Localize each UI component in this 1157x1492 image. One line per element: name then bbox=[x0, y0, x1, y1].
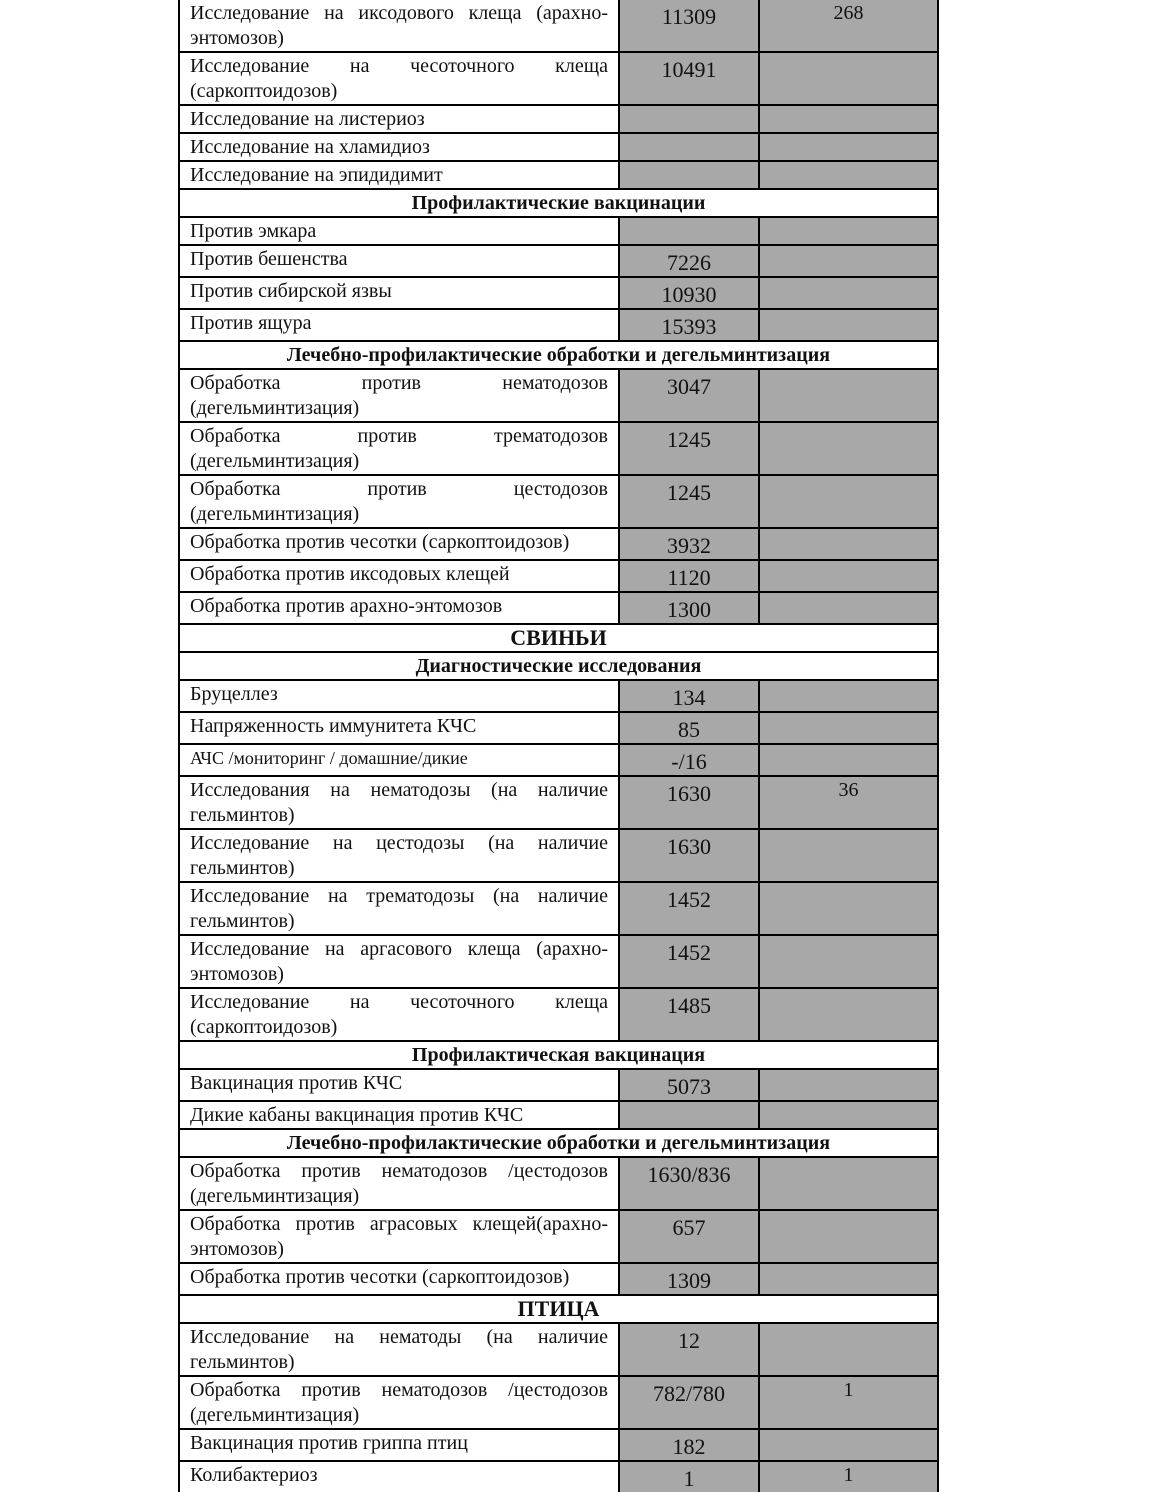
table-row bbox=[179, 475, 938, 528]
row-value: 182 bbox=[619, 1429, 759, 1461]
row-value: 85 bbox=[619, 712, 759, 744]
row-label: Против бешенства bbox=[179, 245, 619, 277]
section-header: Профилактическая вакцинация bbox=[179, 1041, 938, 1069]
section-header-row bbox=[179, 1041, 938, 1069]
row-extra: 1 bbox=[759, 1376, 938, 1429]
table-row bbox=[179, 0, 938, 52]
row-extra bbox=[759, 560, 938, 592]
row-value: 1245 bbox=[619, 475, 759, 528]
row-extra bbox=[759, 369, 938, 422]
data-table bbox=[178, 0, 939, 1492]
row-label: АЧС /мониторинг / домашние/дикие bbox=[179, 744, 619, 776]
row-extra bbox=[759, 277, 938, 309]
row-label: Обработка против нематодозов /цестодозов (дегельминтизация) bbox=[179, 1157, 619, 1210]
table-body bbox=[179, 0, 938, 1492]
row-extra bbox=[759, 1323, 938, 1376]
row-extra bbox=[759, 680, 938, 712]
row-label: Колибактериоз bbox=[179, 1461, 619, 1492]
table-row bbox=[179, 935, 938, 988]
row-extra: 36 bbox=[759, 776, 938, 829]
table-row bbox=[179, 592, 938, 624]
row-label: Обработка против нематодозов (дегельминтизация) bbox=[179, 369, 619, 422]
row-extra bbox=[759, 1263, 938, 1295]
row-value bbox=[619, 1101, 759, 1129]
row-value: 10491 bbox=[619, 52, 759, 105]
row-extra bbox=[759, 882, 938, 935]
row-extra bbox=[759, 829, 938, 882]
row-value: 1452 bbox=[619, 882, 759, 935]
group-header-poultry: ПТИЦА bbox=[179, 1295, 938, 1323]
row-value: 10930 bbox=[619, 277, 759, 309]
row-label: Против ящура bbox=[179, 309, 619, 341]
row-value bbox=[619, 217, 759, 245]
row-value: 1630 bbox=[619, 776, 759, 829]
row-extra bbox=[759, 217, 938, 245]
row-value: 1309 bbox=[619, 1263, 759, 1295]
row-label: Исследование на листериоз bbox=[179, 105, 619, 133]
row-label: Обработка против трематодозов (дегельминтизация) bbox=[179, 422, 619, 475]
row-label: Обработка против иксодовых клещей bbox=[179, 560, 619, 592]
row-extra bbox=[759, 592, 938, 624]
row-label: Исследование на трематодозы (на наличие гельминтов) bbox=[179, 882, 619, 935]
row-label: Против эмкара bbox=[179, 217, 619, 245]
row-value: 11309 bbox=[619, 0, 759, 52]
group-header-pigs: СВИНЬИ bbox=[179, 624, 938, 652]
group-header-row bbox=[179, 1295, 938, 1323]
table-row bbox=[179, 1101, 938, 1129]
table-row bbox=[179, 1323, 938, 1376]
row-label: Исследования на нематодозы (на наличие гельминтов) bbox=[179, 776, 619, 829]
row-value: 7226 bbox=[619, 245, 759, 277]
row-label: Дикие кабаны вакцинация против КЧС bbox=[179, 1101, 619, 1129]
row-label: Вакцинация против гриппа птиц bbox=[179, 1429, 619, 1461]
section-header-row bbox=[179, 1129, 938, 1157]
table-row bbox=[179, 422, 938, 475]
row-extra bbox=[759, 422, 938, 475]
row-extra bbox=[759, 1429, 938, 1461]
table-row bbox=[179, 528, 938, 560]
row-label: Обработка против нематодозов /цестодозов (дегельминтизация) bbox=[179, 1376, 619, 1429]
row-extra bbox=[759, 528, 938, 560]
table-row bbox=[179, 1157, 938, 1210]
row-label: Обработка против аграсовых клещей(арахно-энтомозов) bbox=[179, 1210, 619, 1263]
row-label: Исследование на чесоточного клеща (саркоптоидозов) bbox=[179, 988, 619, 1041]
section-header: Диагностические исследования bbox=[179, 652, 938, 680]
row-value: 134 bbox=[619, 680, 759, 712]
row-extra bbox=[759, 245, 938, 277]
row-label: Исследование на эпидидимит bbox=[179, 161, 619, 189]
row-extra bbox=[759, 105, 938, 133]
row-extra bbox=[759, 309, 938, 341]
row-label: Исследование на нематоды (на наличие гельминтов) bbox=[179, 1323, 619, 1376]
section-header: Лечебно-профилактические обработки и дегельминтизация bbox=[179, 1129, 938, 1157]
row-value: 1 bbox=[619, 1461, 759, 1492]
table-row bbox=[179, 105, 938, 133]
table-row bbox=[179, 133, 938, 161]
row-extra bbox=[759, 133, 938, 161]
table-row bbox=[179, 744, 938, 776]
table-row bbox=[179, 309, 938, 341]
table-row bbox=[179, 988, 938, 1041]
row-value bbox=[619, 133, 759, 161]
row-value bbox=[619, 105, 759, 133]
row-label: Обработка против чесотки (саркоптоидозов) bbox=[179, 1263, 619, 1295]
row-extra bbox=[759, 1210, 938, 1263]
row-label: Обработка против чесотки (саркоптоидозов) bbox=[179, 528, 619, 560]
table-row bbox=[179, 712, 938, 744]
row-extra bbox=[759, 1101, 938, 1129]
table-row bbox=[179, 1263, 938, 1295]
row-label: Исследование на хламидиоз bbox=[179, 133, 619, 161]
section-header-row bbox=[179, 341, 938, 369]
row-extra bbox=[759, 935, 938, 988]
table-row bbox=[179, 882, 938, 935]
section-header-row bbox=[179, 189, 938, 217]
table-row bbox=[179, 1376, 938, 1429]
table-row bbox=[179, 560, 938, 592]
group-header-row bbox=[179, 624, 938, 652]
row-value: 3047 bbox=[619, 369, 759, 422]
table-row bbox=[179, 776, 938, 829]
table-row bbox=[179, 1069, 938, 1101]
row-label: Против сибирской язвы bbox=[179, 277, 619, 309]
row-value: 1300 bbox=[619, 592, 759, 624]
row-label: Обработка против цестодозов (дегельминтизация) bbox=[179, 475, 619, 528]
row-label: Обработка против арахно-энтомозов bbox=[179, 592, 619, 624]
row-value: 1452 bbox=[619, 935, 759, 988]
table-row bbox=[179, 1429, 938, 1461]
row-extra bbox=[759, 712, 938, 744]
row-label: Исследование на иксодового клеща (арахно-энтомозов) bbox=[179, 0, 619, 52]
row-label: Бруцеллез bbox=[179, 680, 619, 712]
row-extra bbox=[759, 161, 938, 189]
row-extra: 1 bbox=[759, 1461, 938, 1492]
row-value: 12 bbox=[619, 1323, 759, 1376]
row-label: Исследование на чесоточного клеща (саркоптоидозов) bbox=[179, 52, 619, 105]
table-row bbox=[179, 1461, 938, 1492]
table-row bbox=[179, 680, 938, 712]
row-label: Напряженность иммунитета КЧС bbox=[179, 712, 619, 744]
row-extra bbox=[759, 1157, 938, 1210]
row-value: -/16 bbox=[619, 744, 759, 776]
row-extra bbox=[759, 52, 938, 105]
table-row bbox=[179, 245, 938, 277]
row-extra bbox=[759, 475, 938, 528]
section-header: Лечебно-профилактические обработки и дегельминтизация bbox=[179, 341, 938, 369]
row-label: Исследование на аргасового клеща (арахно-энтомозов) bbox=[179, 935, 619, 988]
row-value bbox=[619, 161, 759, 189]
row-value: 1630/836 bbox=[619, 1157, 759, 1210]
row-value: 782/780 bbox=[619, 1376, 759, 1429]
row-extra bbox=[759, 1069, 938, 1101]
section-header: Профилактические вакцинации bbox=[179, 189, 938, 217]
row-extra bbox=[759, 988, 938, 1041]
row-value: 3932 bbox=[619, 528, 759, 560]
section-header-row bbox=[179, 652, 938, 680]
row-value: 15393 bbox=[619, 309, 759, 341]
row-value: 1630 bbox=[619, 829, 759, 882]
table-row bbox=[179, 1210, 938, 1263]
row-value: 5073 bbox=[619, 1069, 759, 1101]
table-row bbox=[179, 829, 938, 882]
row-value: 1485 bbox=[619, 988, 759, 1041]
row-extra bbox=[759, 744, 938, 776]
table-row bbox=[179, 277, 938, 309]
row-extra: 268 bbox=[759, 0, 938, 52]
table-row bbox=[179, 52, 938, 105]
row-value: 1120 bbox=[619, 560, 759, 592]
row-value: 1245 bbox=[619, 422, 759, 475]
row-label: Вакцинация против КЧС bbox=[179, 1069, 619, 1101]
row-value: 657 bbox=[619, 1210, 759, 1263]
table-row bbox=[179, 161, 938, 189]
table-row bbox=[179, 217, 938, 245]
table-row bbox=[179, 369, 938, 422]
row-label: Исследование на цестодозы (на наличие гельминтов) bbox=[179, 829, 619, 882]
